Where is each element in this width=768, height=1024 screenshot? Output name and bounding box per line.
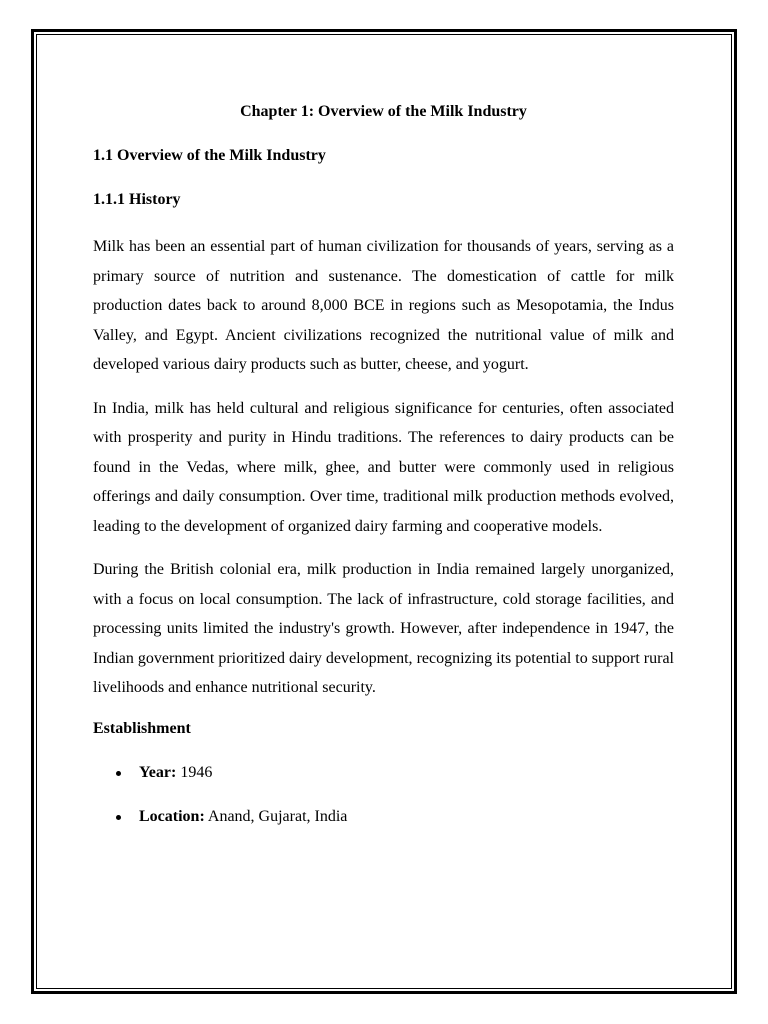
establishment-heading: Establishment xyxy=(93,719,191,737)
history-paragraph-1: Milk has been an essential part of human civilization for thousands of years, serving as a primary source of nutrition and sustenance. The domestication of cattle for milk production dates back to around 8,000 BCE in regions such as Mesopotamia, the Indus Valley, and Egypt. Ancient civilizations recognized the nutritional value of milk and developed various dairy products such as butter, cheese, and yogurt. xyxy=(93,238,674,373)
list-item-year xyxy=(93,761,674,785)
bullet-icon xyxy=(116,771,121,776)
bullet-icon xyxy=(116,815,121,820)
section-heading: 1.1 Overview of the Milk Industry xyxy=(93,147,326,164)
history-paragraph-2: In India, milk has held cultural and religious significance for centuries, often associated with prosperity and purity in Hindu traditions. The references to dairy products can be found in the Vedas, where milk, ghee, and butter were commonly used in religious offerings and daily consumption. Over time, traditional milk production methods evolved, leading to the development of organized dairy farming and cooperative models. xyxy=(93,399,674,535)
list-item-location xyxy=(93,805,674,829)
chapter-title: Chapter 1: Overview of the Milk Industry xyxy=(240,103,527,120)
year-label: Year: xyxy=(139,763,177,781)
establishment-list xyxy=(93,761,674,829)
location-label: Location: xyxy=(139,807,205,825)
subsection-heading-history: 1.1.1 History xyxy=(93,191,181,208)
year-value: 1946 xyxy=(176,763,213,781)
document-body xyxy=(93,100,674,849)
location-value: Anand, Gujarat, India xyxy=(204,807,348,825)
history-paragraph-3: During the British colonial era, milk production in India remained largely unorganized, with a focus on local consumption. The lack of infrastructure, cold storage facilities, and processing units limited the industry's growth. However, after independence in 1947, the Indian government prioritized dairy development, recognizing its potential to support rural livelihoods and enhance nutritional security. xyxy=(93,561,674,696)
